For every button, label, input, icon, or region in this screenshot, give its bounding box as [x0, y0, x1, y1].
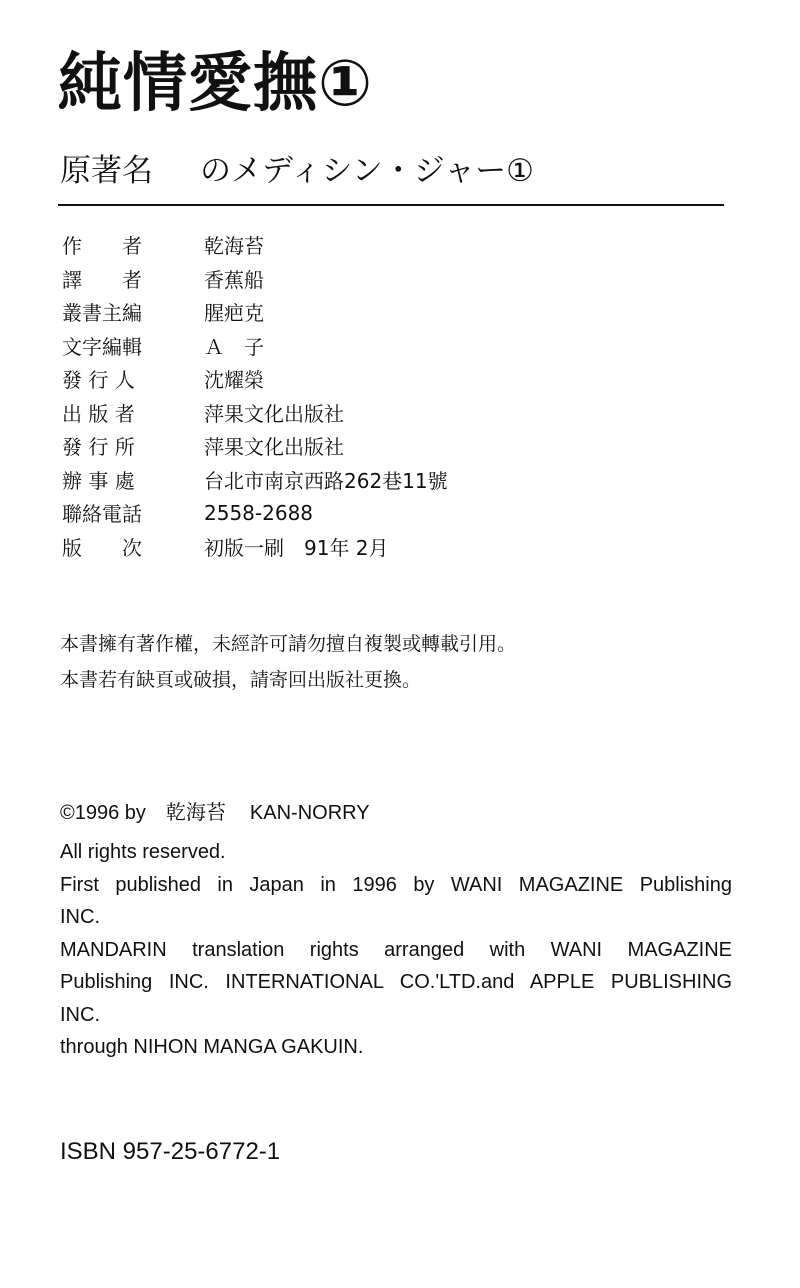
credit-label: 出 版 者	[62, 401, 135, 426]
credit-value: 沈耀榮	[204, 368, 264, 393]
copyright-author-en: KAN-NORRY	[249, 802, 370, 824]
book-title: 純情愛撫①	[58, 47, 374, 121]
english-rights-text	[60, 836, 732, 1064]
copyright-author-cn: 乾海苔	[165, 800, 226, 824]
original-title-label: 原著名	[60, 153, 153, 189]
copyright-mark: ©1996 by	[60, 802, 146, 824]
credit-row	[62, 295, 448, 329]
rights-line: First published in Japan in 1996 by WANI MAGAZINE Publishing	[60, 873, 732, 896]
credit-row	[62, 329, 448, 363]
credit-label: 發 行 所	[62, 435, 135, 460]
original-title-value: のメディシン・ジャー①	[200, 153, 534, 189]
rights-line: INC.	[60, 1003, 100, 1026]
rights-line: MANDARIN translation rights arranged with WANI MAGAZINE	[60, 938, 732, 961]
credit-value: 台北市南京西路262巷11號	[204, 468, 448, 493]
credit-value: 2558-2688	[204, 500, 314, 525]
credit-value: 香蕉船	[204, 267, 264, 292]
credit-row	[62, 429, 448, 463]
credit-value: 腥疤克	[204, 301, 264, 326]
credit-row	[62, 396, 448, 430]
copyright-notice	[60, 626, 516, 698]
credit-value: Ａ 子	[204, 334, 264, 359]
rights-line: through NIHON MANGA GAKUIN.	[60, 1036, 364, 1058]
rights-line: INC.	[60, 906, 100, 928]
notice-line: 本書擁有著作權，未經許可請勿擅自複製或轉載引用。	[60, 633, 517, 655]
credit-label: 辦 事 處	[62, 468, 135, 493]
credit-row	[62, 362, 448, 396]
credit-row	[62, 262, 448, 296]
notice-line: 本書若有缺頁或破損，請寄回出版社更換。	[60, 669, 422, 691]
credit-label: 文字編輯	[62, 334, 142, 359]
credit-value: 萍果文化出版社	[204, 435, 344, 460]
copyright-line	[60, 796, 370, 825]
title-divider	[58, 204, 724, 206]
rights-line: Publishing INC. INTERNATIONAL CO.'LTD.and APPLE PUBLISHING	[60, 971, 732, 993]
rights-line: All rights reserved.	[60, 841, 226, 863]
credit-row	[62, 228, 448, 262]
credit-label: 發 行 人	[62, 368, 135, 393]
credit-label: 譯 者	[62, 267, 142, 292]
credit-label: 作 者	[62, 234, 142, 259]
credit-row	[62, 463, 448, 497]
credits-list	[62, 228, 448, 563]
isbn: ISBN 957-25-6772-1	[60, 1138, 281, 1165]
credit-row	[62, 496, 448, 530]
credit-row	[62, 530, 448, 564]
original-title-row	[60, 153, 534, 189]
credit-label: 版 次	[62, 535, 142, 560]
credit-label: 聯絡電話	[62, 502, 142, 527]
credit-label: 叢書主編	[62, 301, 142, 326]
credit-value: 萍果文化出版社	[204, 401, 344, 426]
credit-value: 初版一刷 91年 2月	[204, 535, 389, 560]
credit-value: 乾海苔	[204, 234, 264, 259]
